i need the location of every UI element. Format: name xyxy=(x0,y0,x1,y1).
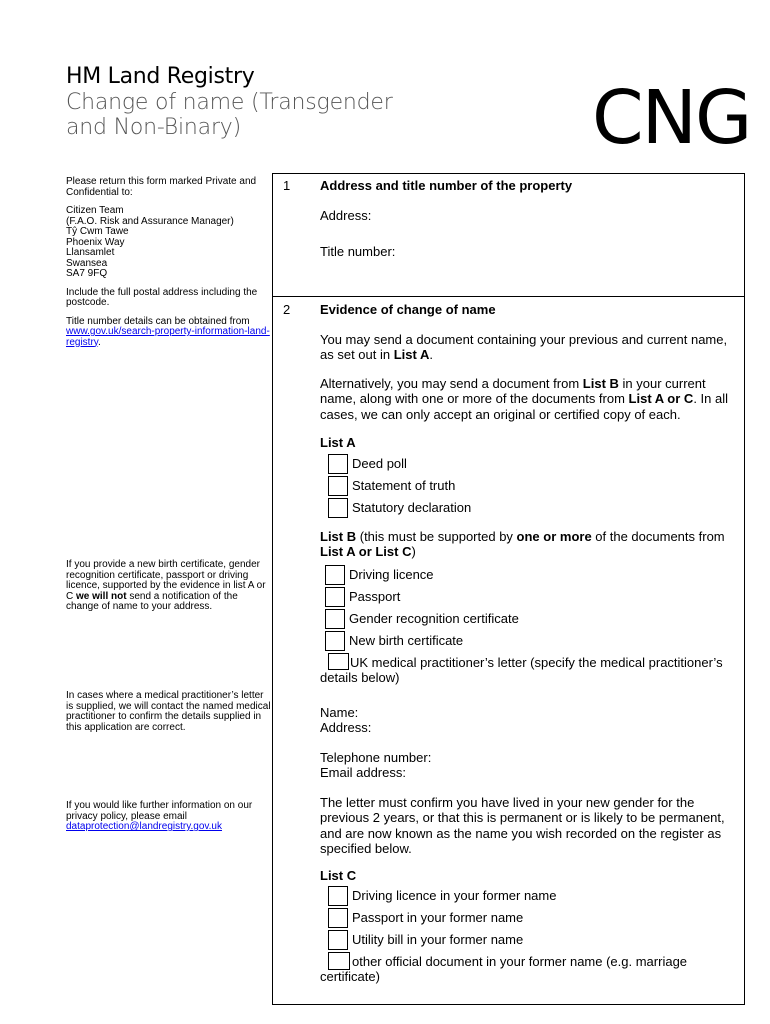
list-a-option-statutory-declaration[interactable] xyxy=(328,497,732,519)
option-label: Deed poll xyxy=(352,455,407,471)
checkbox[interactable] xyxy=(328,476,348,496)
section-2-panel xyxy=(272,296,745,1005)
intro-text: Alternatively, you may send a document from xyxy=(320,375,583,391)
title-note-text: Title number details can be obtained from xyxy=(66,315,250,327)
section-2-content xyxy=(320,302,732,984)
practitioner-telephone-field[interactable]: Telephone number: xyxy=(320,749,432,765)
option-label: Utility bill in your former name xyxy=(352,932,524,948)
birth-certificate-note xyxy=(66,560,271,613)
title-note-end: . xyxy=(98,336,101,348)
postcode-note: Include the full postal address including the postcode. xyxy=(66,286,258,308)
address-field[interactable]: Address: xyxy=(320,207,372,223)
checkbox[interactable] xyxy=(328,653,349,670)
option-label: Driving licence in your former name xyxy=(352,888,557,904)
return-instructions xyxy=(66,177,271,356)
birth-note-text: If you provide a new birth certificate, gender recognition certificate, passport or driving licence, supported by the evidence in list A or C xyxy=(66,559,266,602)
section-1-panel xyxy=(272,173,745,297)
list-b-note: of the documents from xyxy=(591,528,725,544)
privacy-note xyxy=(66,801,271,833)
intro-text: in your current name, along with one or more of the documents from xyxy=(320,375,706,406)
title-number-field[interactable]: Title number: xyxy=(320,244,396,259)
form-title-line-2: and Non-Binary) xyxy=(66,115,241,140)
list-b-heading xyxy=(320,529,732,560)
checkbox[interactable] xyxy=(325,631,345,651)
list-b-emphasis: one or more xyxy=(516,528,592,544)
address-line: Llansamlet xyxy=(66,247,115,258)
list-b-option-passport[interactable] xyxy=(325,586,732,608)
address-line: (F.A.O. Risk and Assurance Manager) xyxy=(66,215,234,227)
privacy-note-text: If you would like further information on our privacy policy, please email xyxy=(66,800,253,822)
option-label: Statutory declaration xyxy=(352,499,472,515)
list-a-option-statement-of-truth[interactable] xyxy=(328,475,732,497)
option-label: Passport xyxy=(349,588,401,604)
organisation-name: HM Land Registry xyxy=(66,64,255,89)
list-c-option-passport[interactable] xyxy=(328,907,732,929)
checkbox[interactable] xyxy=(328,454,348,474)
list-c xyxy=(328,885,732,951)
list-b-note: ) xyxy=(411,544,416,559)
intro-text: You may send a document containing your previous and current name, as set out in xyxy=(320,331,728,362)
form-title-line-1: Change of name (Transgender xyxy=(66,90,393,115)
list-b-option-new-birth-certificate[interactable] xyxy=(325,630,732,652)
privacy-email-link[interactable]: dataprotection@landregistry.gov.uk xyxy=(66,821,222,832)
letter-requirements-note: The letter must confirm you have lived in your new gender for the previous 2 years, or that this is permanent or is likely to be permanent, and are now known as the name you wish recorded on the register as specified below. xyxy=(320,794,725,856)
intro-text: . In all cases, we can only accept an original or certified copy of each. xyxy=(320,391,728,422)
address-line: Tŷ Cwm Tawe xyxy=(66,226,129,237)
birth-note-emphasis: we will not xyxy=(76,590,127,602)
search-property-link[interactable]: www.gov.uk/search-property-information-land-registry xyxy=(66,326,270,348)
list-b-option-driving-licence[interactable] xyxy=(325,564,732,586)
list-b-option-gender-recognition-certificate[interactable] xyxy=(325,608,732,630)
list-b xyxy=(325,564,732,652)
checkbox[interactable] xyxy=(325,565,345,585)
checkbox[interactable] xyxy=(328,886,348,906)
title-number-note xyxy=(66,317,271,349)
option-label: New birth certificate xyxy=(349,632,464,648)
list-c-option-utility-bill[interactable] xyxy=(328,929,732,951)
section-number: 2 xyxy=(283,302,291,317)
list-b-emphasis: List A or List C xyxy=(320,544,412,559)
section-title: Evidence of change of name xyxy=(320,302,496,317)
birth-note-end: send a notification of the change of name to your address. xyxy=(66,590,238,612)
address-line: Citizen Team xyxy=(66,205,124,216)
practitioner-address-field[interactable]: Address: xyxy=(320,720,372,735)
list-a-heading: List A xyxy=(320,435,356,450)
list-c-option-driving-licence[interactable] xyxy=(328,885,732,907)
form-header xyxy=(66,64,393,140)
list-a-ref: List A xyxy=(393,347,430,362)
section-1-content xyxy=(320,178,732,260)
list-c-heading: List C xyxy=(320,867,357,883)
practitioner-name-field[interactable]: Name: xyxy=(320,704,359,720)
list-ac-ref: List A or C xyxy=(628,391,694,406)
section-number: 1 xyxy=(283,178,291,193)
option-label: Statement of truth xyxy=(352,477,456,493)
intro-paragraph-2 xyxy=(320,376,732,423)
option-label: Passport in your former name xyxy=(352,910,524,926)
return-address xyxy=(66,206,271,280)
list-b-title: List B xyxy=(320,528,357,544)
intro-end: . xyxy=(429,347,433,362)
checkbox[interactable] xyxy=(325,587,345,607)
checkbox[interactable] xyxy=(328,952,350,970)
address-line: SA7 9FQ xyxy=(66,268,108,279)
checkbox[interactable] xyxy=(328,498,348,518)
option-label: other official document in your former name (e.g. marriage certificate) xyxy=(320,954,688,984)
list-a xyxy=(328,453,732,519)
intro-paragraph-1 xyxy=(320,332,732,363)
checkbox[interactable] xyxy=(328,908,348,928)
section-title: Address and title number of the property xyxy=(320,178,573,193)
list-a-option-deed-poll[interactable] xyxy=(328,453,732,475)
checkbox[interactable] xyxy=(325,609,345,629)
list-b-ref: List B xyxy=(582,375,619,391)
form-code: CNG xyxy=(592,75,751,161)
return-note: Please return this form marked Private and Confidential to: xyxy=(66,176,257,198)
practitioner-email-field[interactable]: Email address: xyxy=(320,765,406,780)
medical-practitioner-note: In cases where a medical practitioner’s letter is supplied, we will contact the named medical practitioner to confirm the details supplied in this application are correct. xyxy=(66,690,271,733)
address-line: Swansea xyxy=(66,257,108,269)
option-label: UK medical practitioner’s letter (specify the medical practitioner’s details below) xyxy=(320,654,723,685)
list-c-option-other-document[interactable] xyxy=(320,954,732,984)
option-label: Driving licence xyxy=(349,566,434,582)
checkbox[interactable] xyxy=(328,930,348,950)
list-b-note: (this must be supported by xyxy=(356,528,517,544)
option-label: Gender recognition certificate xyxy=(349,610,519,626)
list-b-option-medical-letter[interactable] xyxy=(320,655,732,685)
address-line: Phoenix Way xyxy=(66,236,125,248)
